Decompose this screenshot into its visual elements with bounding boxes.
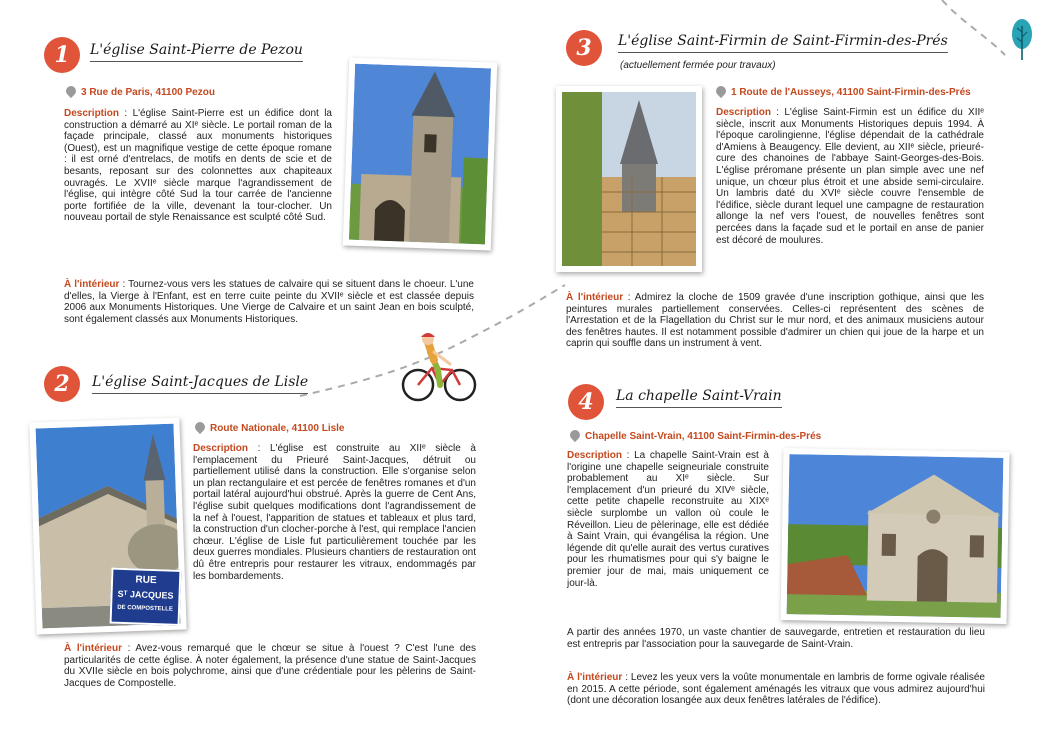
- street-sign-line-3: DE COMPOSTELLE: [117, 604, 173, 613]
- section-2-title: L'église Saint-Jacques de Lisle: [92, 374, 308, 394]
- section-4-description-label: Description: [567, 450, 623, 461]
- photo-eglise-saint-pierre: [343, 57, 497, 250]
- section-1-number-badge: 1: [44, 37, 80, 73]
- location-pin-icon: [193, 420, 207, 434]
- section-4-description: Description : La chapelle Saint-Vrain est à l'origine une chapelle seigneuriale construite probablement au XIᵉ siècle. Sur l'emplacement d'un prieuré du XIVᵉ siècle, cette petite chapelle reconstruite au XIXᵉ siècle surplombe un vallon où coule le Réveillon. Lieu de pèlerinage, elle est dédiée à Saint Vrain, qui évangélisa la région. Une légende dit qu'elle aurait des vertus curatives pour les rhumatismes pour qui s'y baigne le premier jour de mai, mais uniquement ce jour-là.: [567, 450, 769, 589]
- photo-chapelle-saint-vrain: [781, 448, 1010, 624]
- section-4-address: Chapelle Saint-Vrain, 41100 Saint-Firmin-des-Prés: [570, 430, 821, 442]
- cyclist-illustration: [400, 330, 480, 405]
- section-4-description-continued: A partir des années 1970, un vaste chantier de sauvegarde, entretien et restauration du lieu est entrepris par l'association pour la sauvegarde de Saint-Vrain.: [567, 627, 985, 650]
- street-sign-line-1: RUE: [135, 574, 157, 587]
- section-3-address: 1 Route de l'Ausseys, 41100 Saint-Firmin-des-Prés: [716, 86, 971, 98]
- location-pin-icon: [568, 428, 582, 442]
- section-1-address: 3 Rue de Paris, 41100 Pezou: [66, 86, 215, 98]
- section-3-description: Description : L'église Saint-Firmin est un édifice du XIIᵉ siècle, inscrit aux Monuments Historiques depuis 1994. À l'époque carolingienne, l'église dépendait de la cathédrale d'Amiens à Beaugency. Elle devient, au XIIᵉ siècle, prieuré-cure des chanoines de l'abbaye Saint-Georges-des-Bois. L'église préromane présente un plan simple avec une nef unique, un chœur plus étroit et une abside semi-circulaire. Un lambris daté du XVIᵉ siècle couvre l'ensemble de l'édifice, siècle durant lequel une campagne de restauration allonge la nef vers l'ouest, de nouvelles fenêtres sont percées dans la façade sud et le portail en anse de panier est décoré de moulures.: [716, 107, 984, 246]
- section-3-number-badge: 3: [566, 30, 602, 66]
- photo-eglise-saint-jacques: [29, 417, 186, 634]
- section-4-interior-label: À l'intérieur: [567, 672, 623, 683]
- section-1-interior-label: À l'intérieur: [64, 279, 120, 290]
- section-3-subtitle: (actuellement fermée pour travaux): [620, 60, 776, 71]
- section-2-interior: À l'intérieur : Avez-vous remarqué que le chœur se situe à l'ouest ? C'est l'une des particularités de cette église. À noter également, la présence d'une statue de Saint-Jacques du XVIIe siècle en bois polychrome, ainsi que d'une crédentiale pour les pèlerins de Saint-Jacques de Compostelle.: [64, 643, 476, 689]
- section-1-interior: À l'intérieur : Tournez-vous vers les statues de calvaire qui se situent dans le choeur. L'une d'elles, la Vierge à l'Enfant, est en terre cuite peinte du XVIIᵉ siècle et est classée depuis 2006 aux Monuments Historiques. Une Vierge de Calvaire et un saint Jean en bois sculpté, sont également classés aux Monuments Historiques.: [64, 279, 474, 325]
- section-4-interior: À l'intérieur : Levez les yeux vers la voûte monumentale en lambris de forme ogivale réalisée en 2015. A cette période, sont également aménagés les vitraux que vous admirez aujourd'hui (dont une décoration losangée aux deux fenêtres latérales de l'édifice).: [567, 672, 985, 707]
- section-4-title: La chapelle Saint-Vrain: [616, 388, 782, 408]
- tree-icon: [1010, 18, 1034, 62]
- section-1-title: L'église Saint-Pierre de Pezou: [90, 42, 303, 62]
- section-2-description: Description : L'église est construite au XIIᵉ siècle à l'emplacement du Prieuré Saint-Jacques, détruit ou partiellement utilisé dans la construction. Elle s'organise selon un plan rectangulaire et est percée de fenêtres romanes et d'un portail latéral aujourd'hui obstrué. Après la guerre de Cent Ans, l'église subit quelques modifications dont l'agrandissement de la nef à l'ouest, l'apparition de statues et tableaux et plus tard, la construction d'un clocher-porche à l'est, qui remplace l'ancien chœur. L'église de Lisle fut particulièrement touchée par les deux guerres mondiales. Plusieurs chantiers de restauration ont dû être entrepris pour restaurer les vitraux, endommagés par les bombardements.: [193, 443, 476, 582]
- section-1-description-label: Description: [64, 108, 120, 119]
- section-3-description-label: Description: [716, 107, 772, 118]
- location-pin-icon: [64, 84, 78, 98]
- street-sign-line-2: Sᵀ JACQUES: [117, 588, 174, 601]
- location-pin-icon: [714, 84, 728, 98]
- section-1-description: Description : L'église Saint-Pierre est un édifice dont la construction a démarré au XIᵉ siècle. Le portail roman de la façade principale, classé aux monuments historiques (Ouest), est un magnifique vestige de cette époque romane : il est orné d'entrelacs, de motifs en dents de scie et de besants, reposant sur des colonnettes aux chapiteaux ouvragés. Le XVIIᵉ siècle marque l'agrandissement de l'église, qui intègre côté Sud la tour carrée de l'ancienne porte fortifiée de la ville, devenant la tour-clocher. Un nouveau portail de style Renaissance est sculpté côté Sud.: [64, 108, 332, 224]
- photo-eglise-saint-firmin: [556, 86, 702, 272]
- section-3-title: L'église Saint-Firmin de Saint-Firmin-des-Prés: [618, 33, 948, 53]
- section-3-interior-label: À l'intérieur: [566, 292, 624, 303]
- section-2-interior-label: À l'intérieur: [64, 643, 122, 654]
- section-4-number-badge: 4: [568, 384, 604, 420]
- section-2-description-label: Description: [193, 443, 249, 454]
- section-3-interior: À l'intérieur : Admirez la cloche de 1509 gravée d'une inscription gothique, ainsi que les peintures murales partiellement conservées. Celles-ci représentent des scènes de l'Arrestation et de la Flagellation du Christ sur le mur nord, et des animaux musiciens autour des fenêtres hautes. Il est notamment possible d'admirer un chien qui joue de la harpe et un caprin qui souffle dans un instrument à vent.: [566, 292, 985, 350]
- section-2-address: Route Nationale, 41100 Lisle: [195, 422, 345, 434]
- street-sign: [110, 568, 182, 626]
- section-2-number-badge: 2: [44, 366, 80, 402]
